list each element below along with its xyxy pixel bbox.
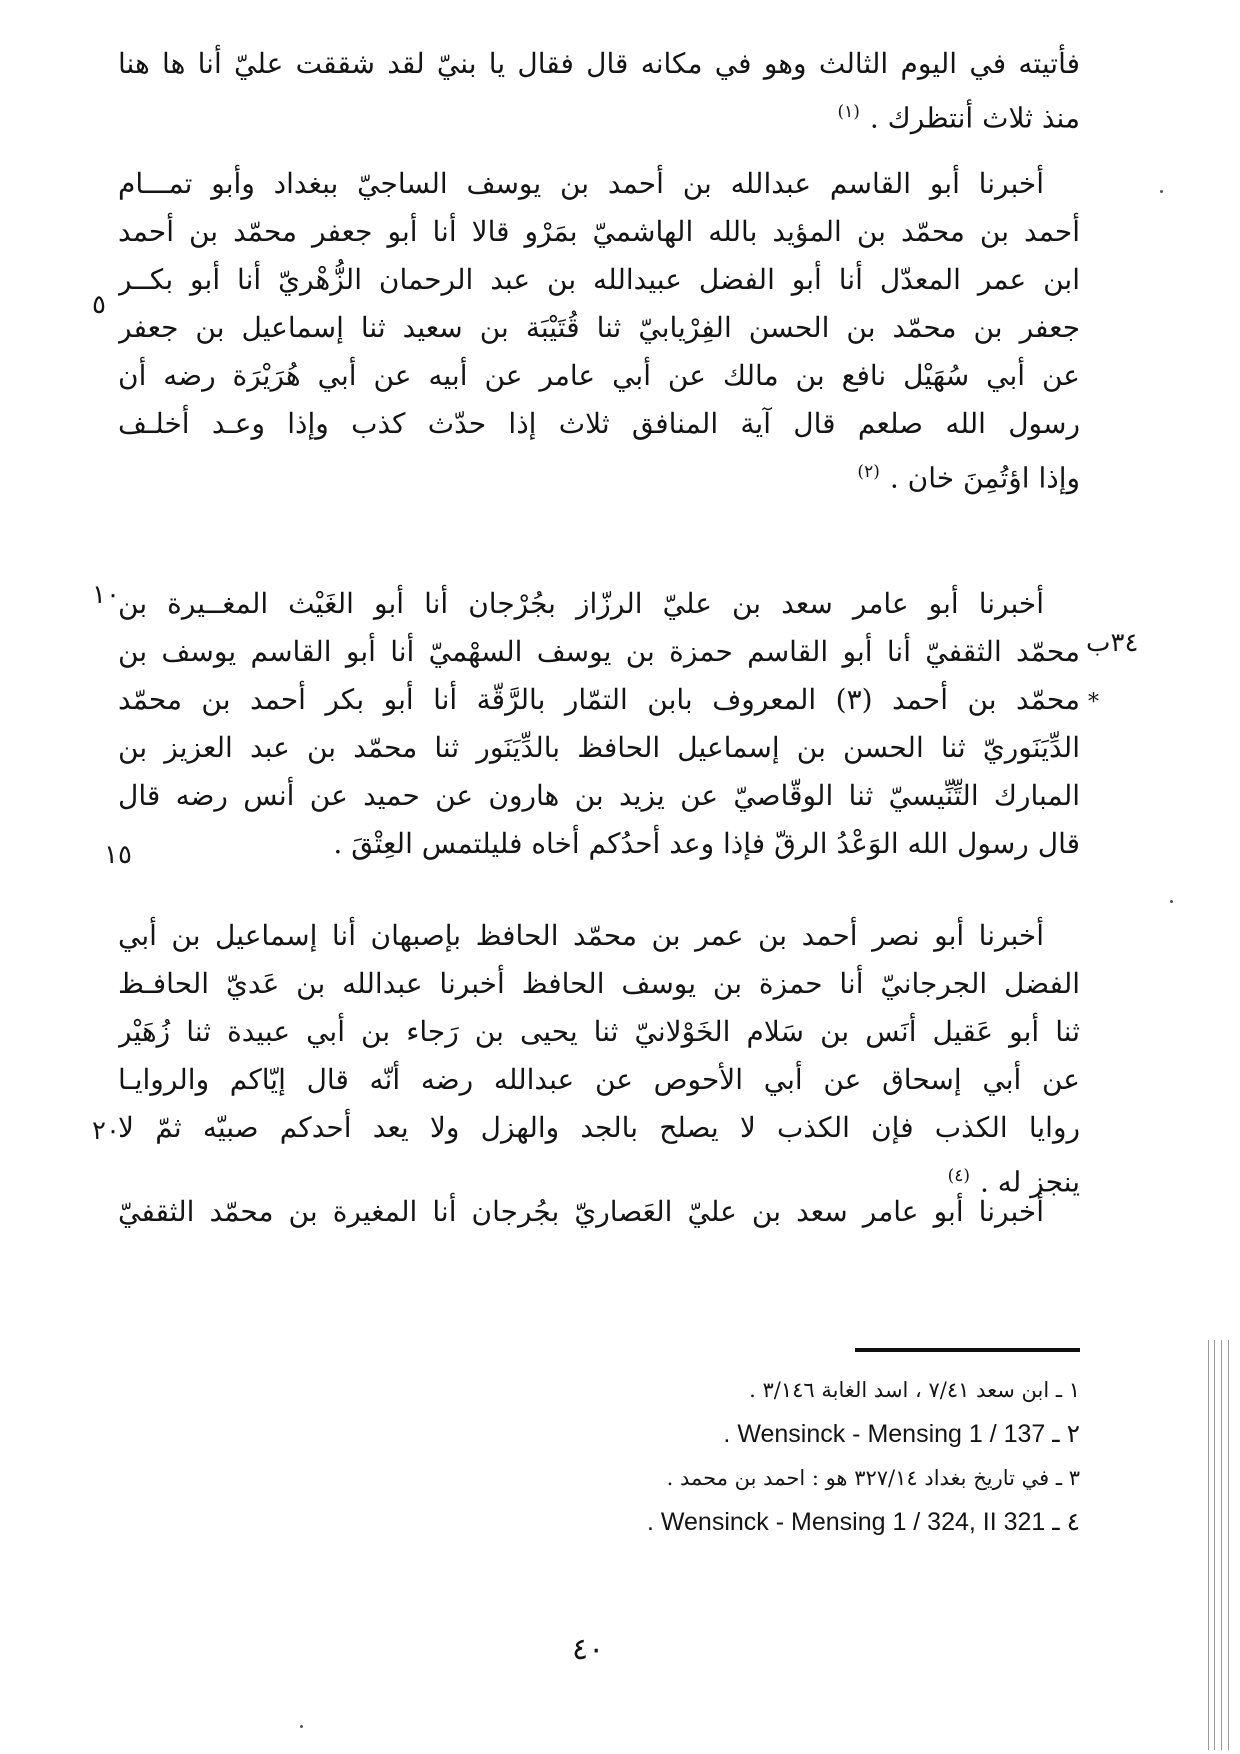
footnote-2: ٢ ـ Wensinck - Mensing 1 / 137 . xyxy=(723,1420,1080,1448)
scan-edge-line xyxy=(1208,1340,1209,1750)
text-line: أخبرنا أبو القاسم عبدالله بن أحمد بن يوسف الساجيّ ببغداد وأبو تمـــام xyxy=(118,167,1044,200)
text-line: عن أبي إسحاق عن أبي الأحوص عن عبدالله رضه أنّه قال إيّاكم والروايـا xyxy=(118,1063,1080,1096)
scan-edge-line xyxy=(1221,1340,1222,1750)
scan-speck xyxy=(300,1725,303,1728)
margin-star: * xyxy=(1088,690,1099,715)
paragraph-2 xyxy=(118,160,1080,496)
footnote-1: ١ ـ ابن سعد ٧/٤١ ، اسد الغابة ٣/١٤٦ . xyxy=(749,1378,1080,1402)
margin-folio-ref: ٣٤ب xyxy=(1086,628,1139,658)
text-line: جعفر بن محمّد بن الحسن الفِرْيابيّ ثنا قُتَيْبَة بن سعيد ثنا إسماعيل بن جعفر xyxy=(118,311,1080,344)
scan-speck xyxy=(1160,190,1163,193)
scan-edge-line xyxy=(1214,1340,1215,1750)
text-line: رسول الله صلعم قال آية المنافق ثلاث إذا حدّث كذب وإذا وعـد أخلـف xyxy=(118,407,1080,440)
text-line: أخبرنا أبو عامر سعد بن عليّ العَصاريّ بجُرجان أنا المغيرة بن محمّد الثقفيّ xyxy=(118,1195,1044,1228)
page-number: ٤٠ xyxy=(572,1632,605,1667)
footnote-3: ٣ ـ في تاريخ بغداد ٣٢٧/١٤ هو : احمد بن محمد . xyxy=(666,1466,1080,1490)
text-line: روايا الكذب فإن الكذب لا يصلح بالجد والهزل ولا يعد أحدكم صبيّه ثمّ لا xyxy=(118,1111,1080,1144)
footnotes xyxy=(430,1368,1080,1544)
footnote-separator xyxy=(855,1348,1080,1352)
paragraph-4 xyxy=(118,912,1080,1200)
text-line: أحمد بن محمّد بن المؤيد بالله الهاشميّ بمَرْو قالا أنا أبو جعفر محمّد بن أحمد xyxy=(118,215,1080,248)
footnote-4: ٤ ـ Wensinck - Mensing 1 / 324, II 321 . xyxy=(646,1508,1080,1536)
text-line: أخبرنا أبو نصر أحمد بن عمر بن محمّد الحافظ بإصبهان أنا إسماعيل بن أبي xyxy=(118,919,1044,952)
text-line: ثنا أبو عَقيل أنَس بن سَلام الخَوْلانيّ ثنا يحيى بن رَجاء بن أبي عبيدة ثنا زُهَيْر xyxy=(118,1015,1080,1048)
text-line: محمّد بن أحمد (٣) المعروف بابن التمّار بالرَّقّة أنا أبو بكر أحمد بن محمّد xyxy=(118,683,1080,716)
text-line: منذ ثلاث أنتظرك .$^{(١)}$ xyxy=(837,101,1080,135)
scan-edge-line xyxy=(1228,1340,1229,1750)
text-line: وإذا اؤتُمِنَ خان .$^{(٢)}$ xyxy=(857,461,1080,495)
footnote-ref: (١) xyxy=(837,102,860,122)
footnote-ref: (٤) xyxy=(947,1166,970,1186)
margin-line-number-15: ١٥ xyxy=(104,840,132,870)
text-line: المبارك التِّنِّيسيّ ثنا الوقّاصيّ عن يزيد بن هارون عن حميد عن أنس رضه قال xyxy=(118,779,1080,812)
margin-line-number-10: ١٠ xyxy=(92,580,120,610)
text-line: عن أبي سُهَيْل نافع بن مالك عن أبي عامر عن أبيه عن أبي هُرَيْرَة رضه أن xyxy=(118,359,1080,392)
text-line: ينجز له .$^{(٤)}$ xyxy=(947,1165,1080,1199)
paragraph-5 xyxy=(118,1188,1080,1236)
paragraph-3 xyxy=(118,580,1080,868)
text-line: الدِّيَنَوريّ ثنا الحسن بن إسماعيل الحافظ بالدِّيَنَور ثنا محمّد بن عبد العزيز بن xyxy=(118,731,1080,764)
margin-line-number-20: ٢٠ xyxy=(92,1116,120,1146)
footnote-ref: (٢) xyxy=(857,462,880,482)
text-line: ابن عمر المعدّل أنا أبو الفضل عبيدالله بن عبد الرحمان الزُّهْريّ أنا أبو بكــر xyxy=(118,263,1080,296)
text-line: أخبرنا أبو عامر سعد بن عليّ الرزّاز بجُرْجان أنا أبو الغَيْث المغــيرة بن xyxy=(118,587,1044,620)
text-line: محمّد الثقفيّ أنا أبو القاسم حمزة بن يوسف السهْميّ أنا أبو القاسم يوسف بن xyxy=(118,635,1080,668)
text-line: فأتيته في اليوم الثالث وهو في مكانه قال فقال يا بنيّ لقد شققت عليّ أنا ها هنا xyxy=(118,47,1080,80)
paragraph-1 xyxy=(118,40,1080,136)
scan-speck xyxy=(1170,900,1173,903)
text-line: الفضل الجرجانيّ أنا حمزة بن يوسف الحافظ أخبرنا عبدالله بن عَديّ الحافـظ xyxy=(118,967,1080,1000)
margin-line-number-5: ٥ xyxy=(92,290,106,320)
text-line: قال رسول الله الوَعْدُ الرقّ فإذا وعد أحدُكم أخاه فليلتمس العِتْقَ . xyxy=(333,827,1080,860)
